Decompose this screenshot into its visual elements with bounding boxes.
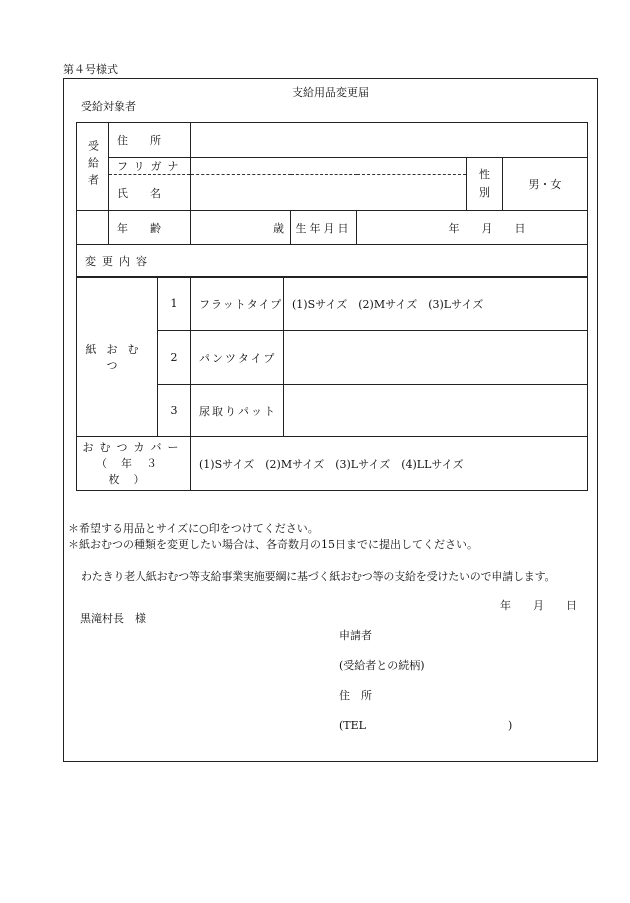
cover-sizes[interactable]: (1)Sサイズ (2)Mサイズ (3)Lサイズ (4)LLサイズ <box>191 437 588 491</box>
cover-label-line2: （年３枚） <box>96 456 171 486</box>
recipient-side-label: 受給者 <box>77 123 109 211</box>
subject-label: 受給対象者 <box>81 100 136 113</box>
diaper-item-num: 3 <box>158 385 191 437</box>
recipient-table <box>76 122 588 278</box>
furigana-label: フリガナ <box>109 158 191 175</box>
form-number: 第４号様式 <box>63 63 118 76</box>
gender-options[interactable]: 男・女 <box>503 158 588 211</box>
diaper-item-sizes[interactable] <box>284 331 588 385</box>
applicant-tel-close: ) <box>508 719 513 732</box>
diaper-item-num: 1 <box>158 277 191 331</box>
diaper-item-type[interactable]: パンツタイプ <box>191 331 284 385</box>
furigana-field[interactable] <box>191 158 467 175</box>
diaper-label: 紙おむつ <box>77 277 158 437</box>
cover-label <box>77 437 191 491</box>
address-field[interactable] <box>191 123 588 158</box>
name-label: 氏 名 <box>109 175 191 211</box>
name-field[interactable] <box>191 175 467 211</box>
form-title: 支給用品変更届 <box>292 86 369 99</box>
applicant-label: 申請者 <box>339 629 372 642</box>
note-2: ＊紙おむつの種類を変更したい場合は、各奇数月の15日までに提出してください。 <box>68 538 478 551</box>
dob-label: 生年月日 <box>291 211 357 245</box>
age-label: 年 齢 <box>109 211 191 245</box>
diaper-table <box>76 276 588 491</box>
diaper-item-sizes[interactable] <box>284 385 588 437</box>
diaper-item-type[interactable]: 尿取りパット <box>191 385 284 437</box>
statement: わたきり老人紙おむつ等支給事業実施要綱に基づく紙おむつ等の支給を受けたいので申請します。 <box>81 570 556 583</box>
diaper-item-sizes[interactable]: (1)Sサイズ (2)Mサイズ (3)Lサイズ <box>284 277 588 331</box>
cover-label-line1: おむつカバー <box>82 440 185 454</box>
applicant-relation[interactable]: (受給者との続柄) <box>339 659 425 672</box>
date-line[interactable]: 年 月 日 <box>500 599 577 612</box>
addressee: 黒滝村長 様 <box>80 612 146 625</box>
diaper-item-num: 2 <box>158 331 191 385</box>
gender-label: 性別 <box>467 158 503 211</box>
address-label: 住 所 <box>109 123 191 158</box>
note-1: ＊希望する用品とサイズに○印をつけてください。 <box>68 522 319 535</box>
applicant-tel-open[interactable]: (TEL <box>339 719 366 732</box>
applicant-address[interactable]: 住 所 <box>339 689 372 702</box>
age-spacer <box>77 211 109 245</box>
dob-format[interactable]: 年 月 日 <box>357 211 588 245</box>
diaper-item-type[interactable]: フラットタイプ <box>191 277 284 331</box>
age-unit: 歳 <box>191 211 291 245</box>
change-content-label: 変更内容 <box>77 245 588 278</box>
